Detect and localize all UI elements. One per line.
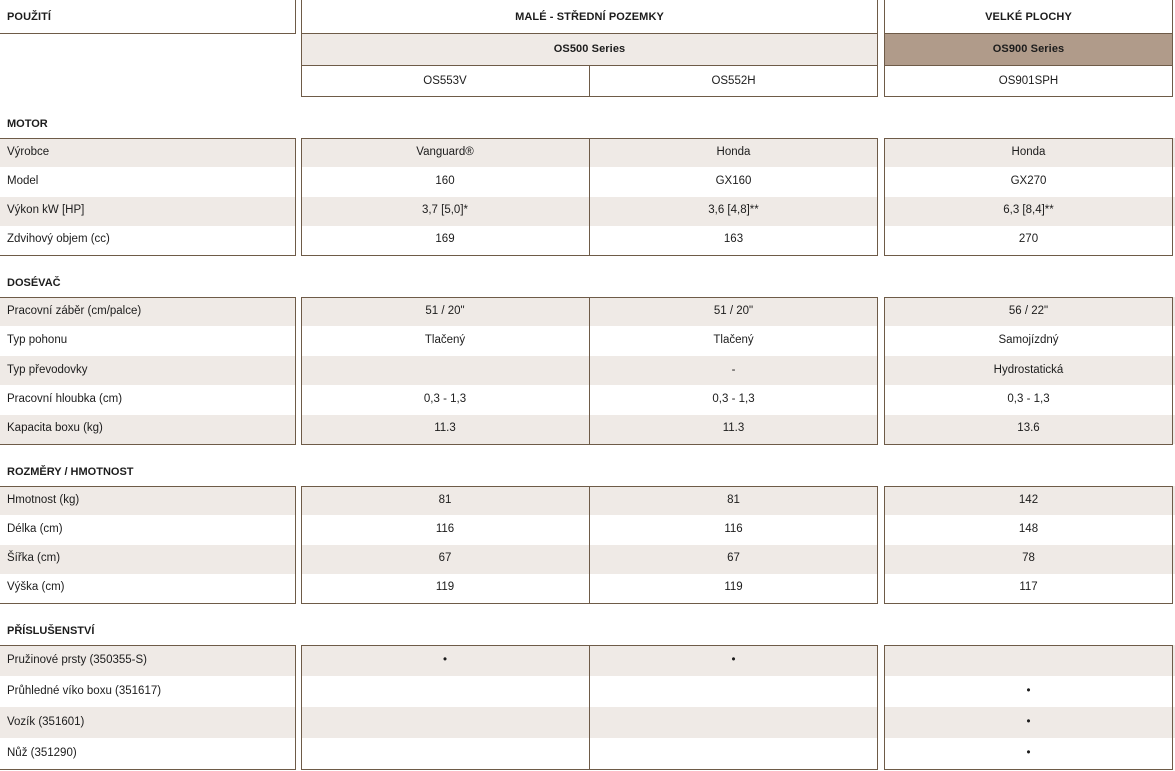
value-cell: Honda xyxy=(716,145,751,158)
value-cell: 81 xyxy=(727,493,740,506)
value-cell: Honda xyxy=(1011,145,1046,158)
value-cell: 148 xyxy=(1018,522,1039,535)
value-cell: 11.3 xyxy=(722,422,745,435)
value-cell: • xyxy=(1026,715,1031,728)
row-label: Pracovní hloubka (cm) xyxy=(7,392,123,405)
section-title: DOSÉVAČ xyxy=(7,277,61,289)
value-cell: - xyxy=(731,363,736,376)
value-cell: Samojízdný xyxy=(998,334,1059,347)
value-cell: • xyxy=(1026,684,1031,697)
row-label: Šířka (cm) xyxy=(7,552,61,565)
row-label: Průhledné víko boxu (351617) xyxy=(7,684,162,697)
series-small-title: OS500 Series xyxy=(553,43,626,55)
row-label: Výkon kW [HP] xyxy=(7,204,85,217)
value-cell: • xyxy=(1026,746,1031,759)
row-label: Typ pohonu xyxy=(7,334,68,347)
value-cell: 51 / 20" xyxy=(425,304,465,317)
row-label: Pracovní záběr (cm/palce) xyxy=(7,304,142,317)
row-label: Kapacita boxu (kg) xyxy=(7,422,103,435)
row-label: Výška (cm) xyxy=(7,581,65,594)
value-cell: 0,3 - 1,3 xyxy=(712,392,755,405)
row-label: Výrobce xyxy=(7,145,50,158)
row-label: Typ převodovky xyxy=(7,363,88,376)
model-name: OS552H xyxy=(711,75,756,87)
value-cell: • xyxy=(442,653,448,666)
value-cell: Tlačený xyxy=(424,334,466,347)
section-title: ROZMĚRY / HMOTNOST xyxy=(7,466,134,478)
value-cell: 78 xyxy=(1022,552,1035,565)
row-label: Nůž (351290) xyxy=(7,746,77,759)
row-label: Pružinové prsty (350355-S) xyxy=(7,653,147,666)
value-cell: 160 xyxy=(435,174,455,187)
value-cell: 119 xyxy=(724,581,743,594)
value-cell: 116 xyxy=(435,522,455,535)
row-label: Model xyxy=(7,174,39,187)
value-cell: 3,7 [5,0]* xyxy=(421,204,469,217)
value-cell: 6,3 [8,4]** xyxy=(1003,204,1054,217)
section-title: MOTOR xyxy=(7,118,48,130)
value-cell: 56 / 22" xyxy=(1008,304,1049,317)
value-cell: • xyxy=(731,653,736,666)
value-cell: Hydrostatická xyxy=(993,363,1064,376)
value-cell: 270 xyxy=(1018,233,1039,246)
value-cell: 67 xyxy=(727,552,740,565)
value-cell: 142 xyxy=(1018,493,1039,506)
value-cell: 13.6 xyxy=(1017,422,1040,435)
value-cell: 81 xyxy=(438,493,452,506)
group-large-title: VELKÉ PLOCHY xyxy=(985,11,1072,23)
model-name: OS901SPH xyxy=(998,75,1059,87)
value-cell: Tlačený xyxy=(713,334,754,347)
divider xyxy=(884,65,1173,66)
value-cell: 0,3 - 1,3 xyxy=(1007,392,1050,405)
value-cell: 116 xyxy=(724,522,743,535)
row-label: Vozík (351601) xyxy=(7,715,85,728)
value-cell: 67 xyxy=(438,552,452,565)
section-title: PŘÍSLUŠENSTVÍ xyxy=(7,625,95,637)
value-cell: GX270 xyxy=(1010,174,1047,187)
value-cell: 169 xyxy=(435,233,455,246)
group-small-title: MALÉ - STŘEDNÍ POZEMKY xyxy=(515,11,664,23)
row-label: Zdvihový objem (cc) xyxy=(7,233,110,246)
usage-label: POUŽITÍ xyxy=(7,11,52,23)
value-cell: 0,3 - 1,3 xyxy=(423,392,467,405)
value-cell: 51 / 20" xyxy=(713,304,754,317)
value-cell: 163 xyxy=(723,233,744,246)
row-label: Délka (cm) xyxy=(7,522,63,535)
value-cell: GX160 xyxy=(715,174,752,187)
value-cell: 117 xyxy=(1019,581,1038,594)
value-cell: 11.3 xyxy=(434,422,456,435)
row-label: Hmotnost (kg) xyxy=(7,493,80,506)
series-large-title: OS900 Series xyxy=(992,43,1065,55)
usage-header-box xyxy=(0,0,296,34)
value-cell: 3,6 [4,8]** xyxy=(708,204,759,217)
value-cell: Vanguard® xyxy=(416,145,474,158)
value-cell: 119 xyxy=(435,581,455,594)
model-name: OS553V xyxy=(423,75,467,87)
